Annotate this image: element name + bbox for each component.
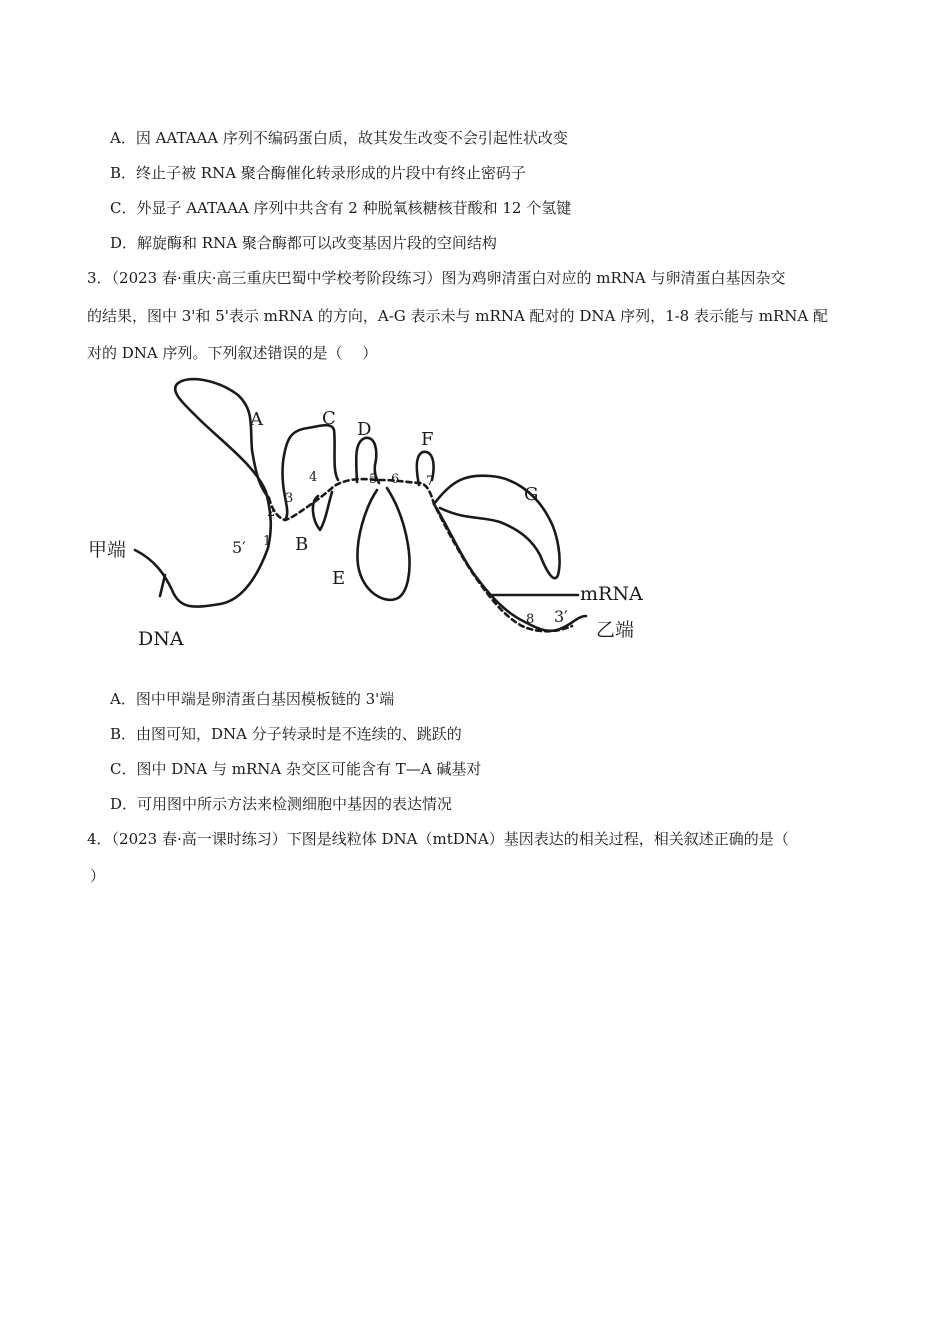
- mrna-label: mRNA: [580, 583, 643, 605]
- loop-label-e: E: [332, 568, 346, 589]
- q3-option-c: C．图中 DNA 与 mRNA 杂交区可能含有 T—A 碱基对: [110, 760, 482, 778]
- q3-stem-line-1: 3．（2023 春·重庆·高三重庆巴蜀中学校考阶段练习）图为鸡卵清蛋白对应的 mRNA 与卵清蛋白基因杂交: [87, 269, 786, 287]
- end-left-label: 甲端: [88, 539, 127, 561]
- q2-option-a: A．因 AATAAA 序列不编码蛋白质，故其发生改变不会引起性状改变: [110, 129, 568, 147]
- loop-label-b: B: [295, 534, 309, 555]
- three-prime-label: 3′: [554, 607, 568, 626]
- q4-stem-line-2: ）: [90, 867, 106, 885]
- pair-label-2: 2: [267, 505, 276, 520]
- q4-stem-line-1: 4．（2023 春·高一课时练习）下图是线粒体 DNA（mtDNA）基因表达的相关过程，相关叙述正确的是（: [87, 830, 789, 848]
- loop-label-f: F: [421, 429, 434, 450]
- pair-label-1: 1: [263, 534, 272, 549]
- pair-label-5: 5: [369, 472, 378, 487]
- pair-label-4: 4: [309, 470, 318, 485]
- loop-label-a: A: [250, 409, 263, 430]
- pair-label-3: 3: [285, 491, 294, 506]
- q2-option-c: C．外显子 AATAAA 序列中共含有 2 种脱氧核糖核苷酸和 12 个氢键: [110, 199, 572, 217]
- loop-label-d: D: [357, 419, 372, 440]
- five-prime-label: 5′: [232, 538, 246, 557]
- q3-option-b: B．由图可知，DNA 分子转录时是不连续的、跳跃的: [110, 725, 462, 743]
- q3-option-d: D．可用图中所示方法来检测细胞中基因的表达情况: [110, 795, 453, 813]
- loop-label-c: C: [322, 408, 336, 429]
- q3-stem-line-2: 的结果，图中 3'和 5'表示 mRNA 的方向，A-G 表示未与 mRNA 配对的 DNA 序列，1-8 表示能与 mRNA 配: [87, 307, 829, 325]
- q2-option-d: D．解旋酶和 RNA 聚合酶都可以改变基因片段的空间结构: [110, 234, 497, 252]
- dna-mrna-hybrid-diagram: [80, 370, 680, 660]
- q2-option-b: B．终止子被 RNA 聚合酶催化转录形成的片段中有终止密码子: [110, 164, 526, 182]
- pair-label-8: 8: [526, 612, 535, 627]
- pair-label-6: 6: [391, 472, 400, 487]
- end-right-label: 乙端: [596, 619, 635, 641]
- loop-label-g: G: [524, 484, 539, 505]
- dna-label: DNA: [138, 628, 184, 650]
- dna-strand: [135, 379, 586, 631]
- pair-label-7: 7: [426, 474, 435, 489]
- q3-stem-line-3: 对的 DNA 序列。下列叙述错误的是（ ）: [87, 344, 378, 362]
- q3-option-a: A．图中甲端是卵清蛋白基因模板链的 3'端: [110, 690, 395, 708]
